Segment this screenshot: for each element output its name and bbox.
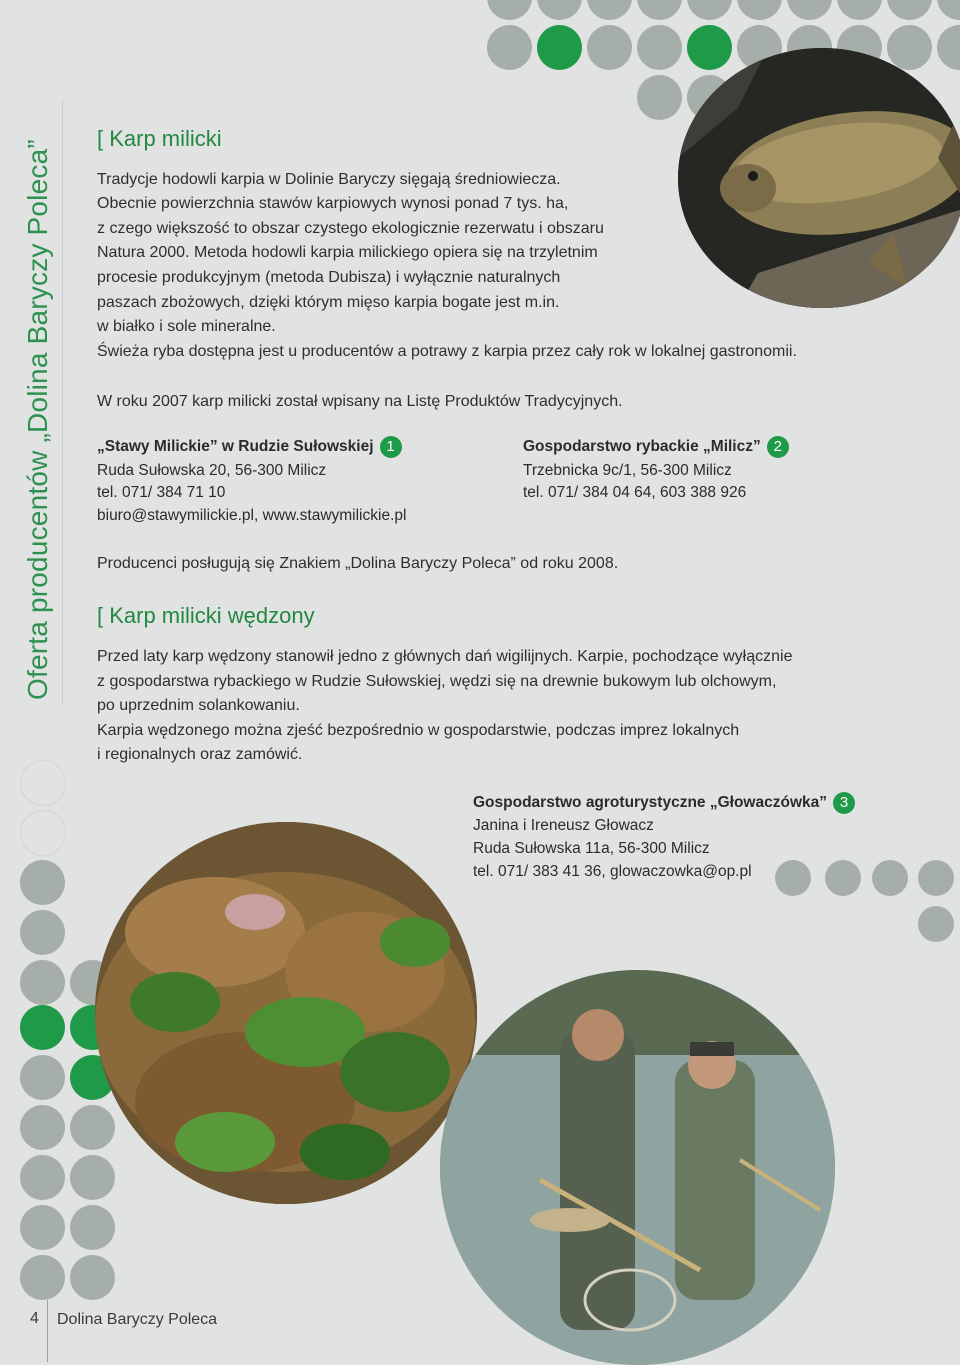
paragraph-line: Tradycje hodowli karpia w Dolinie Baryczy sięgają średniowiecza. <box>97 171 561 188</box>
dot <box>487 25 532 70</box>
dot <box>587 0 632 20</box>
dot <box>918 860 954 896</box>
paragraph-line: Obecnie powierzchnia stawów karpiowych wynosi ponad 7 tys. ha, <box>97 195 569 212</box>
dot <box>737 0 782 20</box>
producer-name-text: Gospodarstwo agroturystyczne „Głowaczówka” <box>473 794 827 812</box>
carp-photo <box>678 48 960 308</box>
dot <box>20 760 66 806</box>
dot <box>937 25 960 70</box>
smoked-carp-photo <box>95 822 477 1204</box>
footer-title: Dolina Baryczy Poleca <box>57 1311 218 1328</box>
paragraph-line: i regionalnych oraz zamówić. <box>97 746 303 763</box>
paragraph-line: z czego większość to obszar czystego ekologicznie rezerwatu i obszaru <box>97 220 604 237</box>
smoked-carp-image <box>95 822 477 1204</box>
dot <box>20 1005 65 1050</box>
fishermen-photo <box>440 970 835 1365</box>
section-heading-karp-wedzony: [ Karp milicki wędzony <box>97 603 315 628</box>
mark-note: Producenci posługują się Znakiem „Dolina Baryczy Poleca” od roku 2008. <box>97 555 619 572</box>
producer-number-badge: 3 <box>833 792 855 814</box>
dot <box>70 1205 115 1250</box>
producer-address: Ruda Sułowska 11a, 56-300 Milicz <box>473 840 710 857</box>
dot <box>537 0 582 20</box>
fishermen-image <box>440 970 835 1365</box>
producer-name-text: „Stawy Milickie” w Rudzie Sułowskiej <box>97 438 374 456</box>
dot <box>20 1255 65 1300</box>
producer-name <box>473 792 855 814</box>
sidebar-title: Oferta producentów „Dolina Baryczy Poleca” <box>22 139 53 700</box>
dot <box>687 0 732 20</box>
producer-name <box>97 436 402 458</box>
dot <box>787 0 832 20</box>
producer-phone-email: tel. 071/ 383 41 36, glowaczowka@op.pl <box>473 863 752 880</box>
dot <box>20 1155 65 1200</box>
dot <box>825 860 861 896</box>
producer-name <box>523 436 789 458</box>
paragraph-line: paszach zbożowych, dzięki którym mięso karpia bogate jest m.in. <box>97 294 560 311</box>
producer-name-text: Gospodarstwo rybackie „Milicz” <box>523 438 761 456</box>
dot <box>637 0 682 20</box>
dot <box>918 906 954 942</box>
producer-phone: tel. 071/ 384 71 10 <box>97 484 226 501</box>
footer-divider <box>47 1300 48 1362</box>
dot <box>20 810 66 856</box>
producer-owners: Janina i Ireneusz Głowacz <box>473 817 654 834</box>
paragraph-line: Świeża ryba dostępna jest u producentów a potrawy z karpia przez cały rok w lokalnej gastronomii. <box>97 343 797 360</box>
dot <box>487 0 532 20</box>
dot <box>872 860 908 896</box>
dot <box>637 25 682 70</box>
producer-number-badge: 2 <box>767 436 789 458</box>
paragraph-line: Natura 2000. Metoda hodowli karpia milickiego opiera się na trzyletnim <box>97 244 598 261</box>
dot <box>537 25 582 70</box>
dot <box>70 1255 115 1300</box>
dot <box>837 0 882 20</box>
paragraph-line: w białko i sole mineralne. <box>97 318 276 335</box>
dot <box>70 1155 115 1200</box>
note-tradition-list: W roku 2007 karp milicki został wpisany na Listę Produktów Tradycyjnych. <box>97 393 623 410</box>
sidebar-divider <box>62 100 63 705</box>
dot <box>20 1055 65 1100</box>
producer-email-web: biuro@stawymilickie.pl, www.stawymilickie.pl <box>97 507 407 524</box>
dot <box>20 960 65 1005</box>
carp-image <box>678 48 960 308</box>
paragraph-line: procesie produkcyjnym (metoda Dubisza) i wyłącznie naturalnych <box>97 269 561 286</box>
paragraph-line: po uprzednim solankowaniu. <box>97 697 300 714</box>
dot <box>70 1105 115 1150</box>
dot <box>937 0 960 20</box>
dot <box>887 25 932 70</box>
dot <box>637 75 682 120</box>
paragraph-line: z gospodarstwa rybackiego w Rudzie Sułowskiej, wędzi się na drewnie bukowym lub olchowym, <box>97 673 777 690</box>
producer-phone: tel. 071/ 384 04 64, 603 388 926 <box>523 484 747 501</box>
paragraph-line: Przed laty karp wędzony stanowił jedno z głównych dań wigilijnych. Karpie, pochodzące wyłącznie <box>97 648 793 665</box>
dot <box>687 25 732 70</box>
dot <box>587 25 632 70</box>
dot <box>20 910 65 955</box>
dot <box>775 860 811 896</box>
page-number: 4 <box>30 1310 39 1327</box>
paragraph-line: Karpia wędzonego można zjeść bezpośrednio w gospodarstwie, podczas imprez lokalnych <box>97 722 740 739</box>
dot <box>20 1205 65 1250</box>
dot <box>20 860 65 905</box>
dot <box>20 1105 65 1150</box>
producer-address: Ruda Sułowska 20, 56-300 Milicz <box>97 462 327 479</box>
dot <box>887 0 932 20</box>
producer-address: Trzebnicka 9c/1, 56-300 Milicz <box>523 462 732 479</box>
section-heading-karp-milicki: [ Karp milicki <box>97 126 222 151</box>
producer-number-badge: 1 <box>380 436 402 458</box>
